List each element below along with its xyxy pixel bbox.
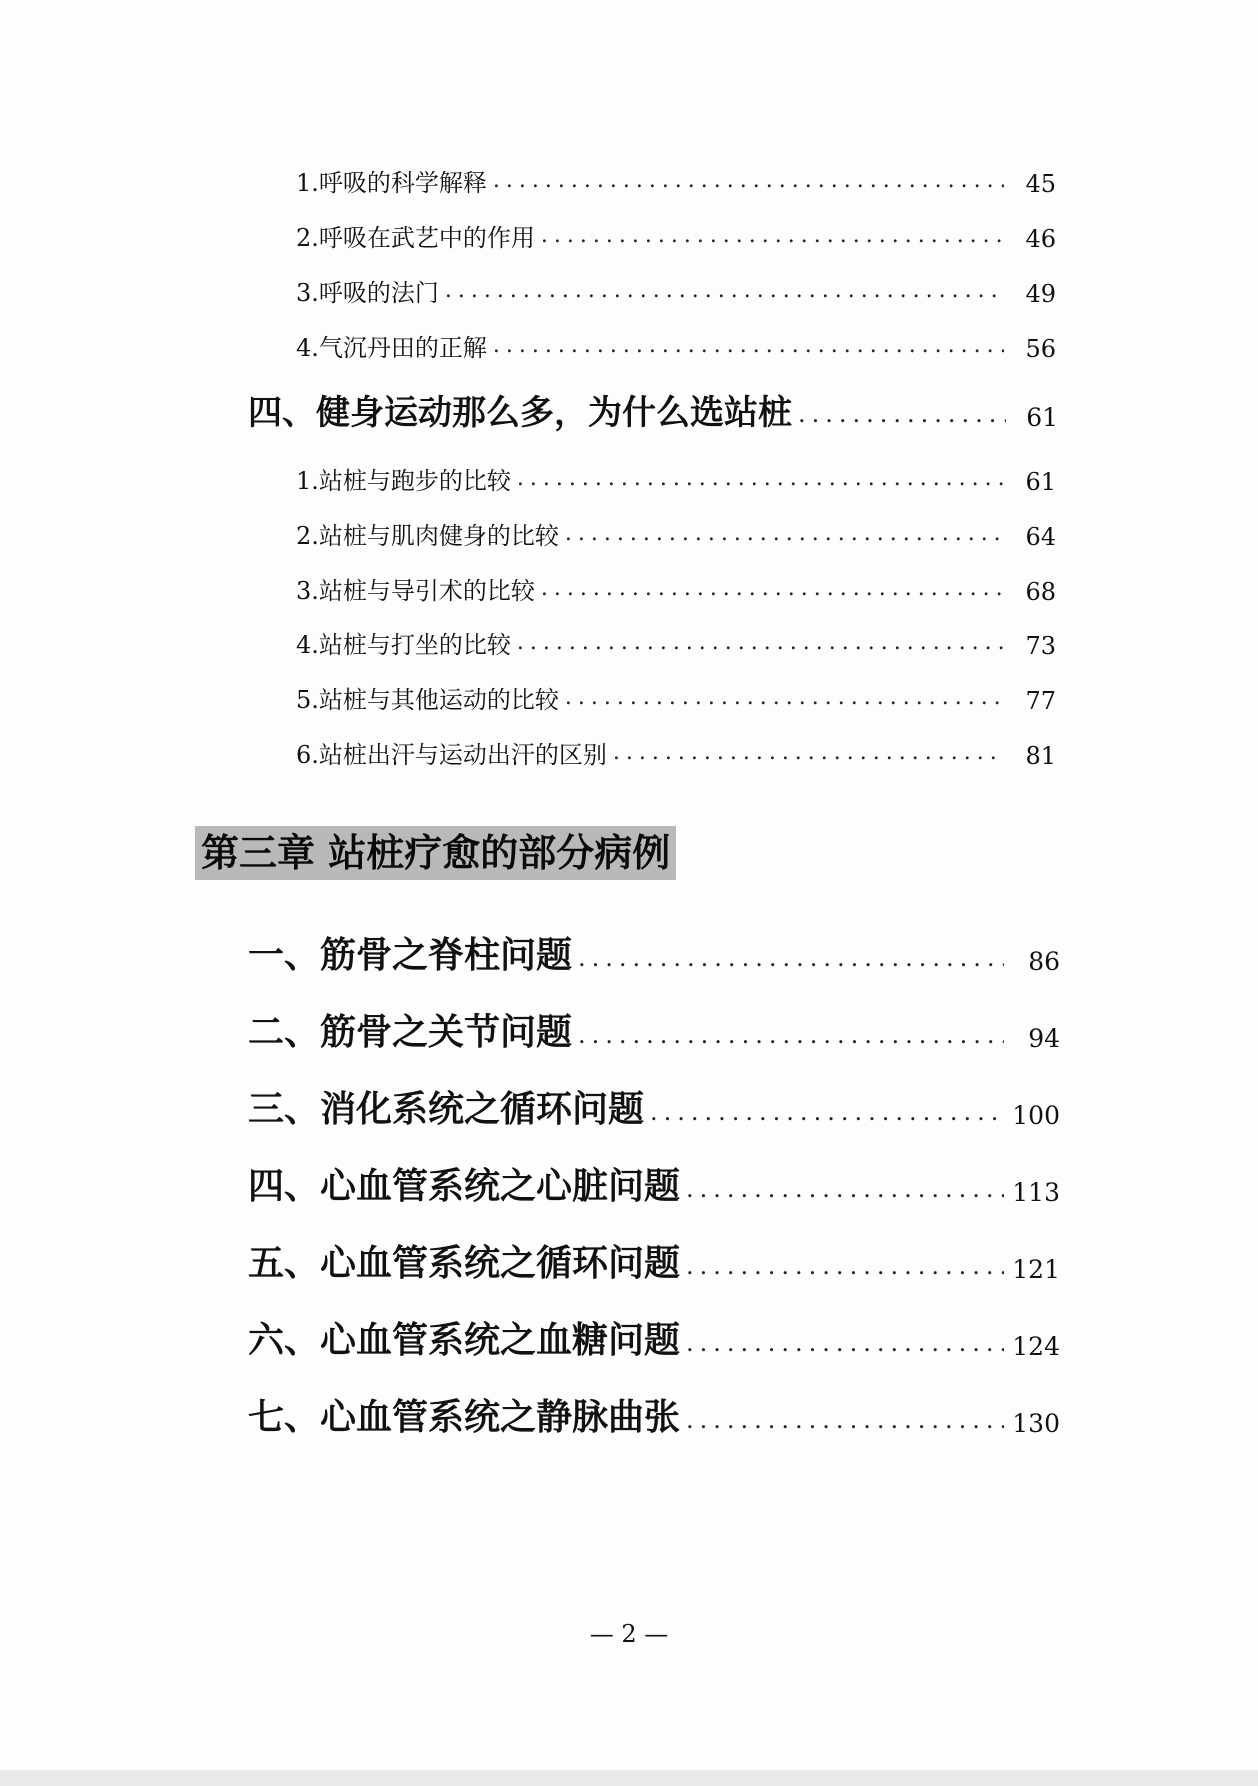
toc-entry-title: 1.站桩与跑步的比较	[296, 467, 511, 495]
chapter-heading: 第三章 站桩疗愈的部分病例	[195, 826, 676, 880]
toc-section-title: 二、筋骨之关节问题	[248, 1011, 573, 1053]
dot-leader	[541, 225, 1004, 253]
toc-entry	[296, 570, 1056, 606]
dot-leader	[493, 170, 1004, 198]
toc-entry-page: 45	[1025, 170, 1056, 198]
dot-leader	[798, 402, 1006, 434]
dot-leader	[565, 523, 1004, 551]
scan-edge	[0, 1770, 1258, 1786]
toc-entry-page: 77	[1025, 687, 1056, 715]
toc-entry-page: 73	[1025, 632, 1056, 660]
toc-entry-title: 2.站桩与肌肉健身的比较	[296, 522, 559, 550]
dot-leader	[565, 687, 1004, 715]
toc-entry	[296, 217, 1056, 253]
toc-entry-page: 64	[1025, 523, 1056, 551]
toc-entry	[296, 679, 1056, 715]
toc-entry-title: 3.站桩与导引术的比较	[296, 577, 535, 605]
page-number: — 2 —	[589, 1620, 669, 1648]
dot-leader	[517, 468, 1004, 496]
dot-leader	[686, 1177, 1004, 1209]
toc-section-page: 130	[1012, 1409, 1060, 1438]
toc-entry-title: 1.呼吸的科学解释	[296, 169, 487, 197]
toc-section-page: 61	[1026, 403, 1058, 432]
toc-entry-page: 68	[1025, 578, 1056, 606]
toc-entry-title: 5.站桩与其他运动的比较	[296, 686, 559, 714]
toc-section-entry	[248, 386, 1058, 434]
toc-section-page: 100	[1012, 1101, 1060, 1130]
toc-section-page: 94	[1028, 1024, 1060, 1053]
dot-leader	[445, 280, 1004, 308]
toc-entry-page: 46	[1025, 225, 1056, 253]
toc-section-title: 四、心血管系统之心脏问题	[248, 1165, 681, 1207]
dot-leader	[686, 1408, 1004, 1440]
dot-leader	[686, 1254, 1004, 1286]
toc-section-entry	[248, 1390, 1060, 1440]
toc-section-title: 四、健身运动那么多，为什么选站桩	[248, 393, 792, 433]
dot-leader	[517, 632, 1004, 660]
toc-section-title: 七、心血管系统之静脉曲张	[248, 1396, 681, 1438]
toc-entry-title: 6.站桩出汗与运动出汗的区别	[296, 741, 607, 769]
toc-section-entry	[248, 1159, 1060, 1209]
toc-section-title: 五、心血管系统之循环问题	[248, 1242, 681, 1284]
dot-leader	[541, 578, 1004, 606]
toc-section-title: 三、消化系统之循环问题	[248, 1088, 645, 1130]
toc-section-entry	[248, 1082, 1060, 1132]
toc-entry	[296, 624, 1056, 660]
toc-entry-page: 56	[1025, 335, 1056, 363]
toc-entry	[296, 272, 1056, 308]
toc-entry-page: 49	[1025, 280, 1056, 308]
toc-entry-page: 81	[1025, 742, 1056, 770]
toc-section-page: 121	[1012, 1255, 1060, 1284]
dot-leader	[578, 1023, 1004, 1055]
toc-entry-title: 3.呼吸的法门	[296, 279, 439, 307]
toc-entry-title: 2.呼吸在武艺中的作用	[296, 224, 535, 252]
dot-leader	[686, 1331, 1004, 1363]
toc-section-entry	[248, 1313, 1060, 1363]
toc-section-title: 六、心血管系统之血糖问题	[248, 1319, 681, 1361]
toc-entry	[296, 327, 1056, 363]
toc-entry	[296, 734, 1056, 770]
toc-section-page: 113	[1012, 1178, 1060, 1207]
toc-entry-title: 4.气沉丹田的正解	[296, 334, 487, 362]
dot-leader	[613, 742, 1004, 770]
toc-section-title: 一、筋骨之脊柱问题	[248, 934, 573, 976]
toc-entry	[296, 515, 1056, 551]
dot-leader	[493, 335, 1004, 363]
toc-section-entry	[248, 928, 1060, 978]
toc-section-entry	[248, 1005, 1060, 1055]
toc-section-page: 124	[1012, 1332, 1060, 1361]
dot-leader	[650, 1100, 1004, 1132]
toc-section-entry	[248, 1236, 1060, 1286]
toc-entry	[296, 460, 1056, 496]
toc-section-page: 86	[1028, 947, 1060, 976]
toc-entry	[296, 162, 1056, 198]
dot-leader	[578, 946, 1004, 978]
toc-entry-title: 4.站桩与打坐的比较	[296, 631, 511, 659]
toc-entry-page: 61	[1025, 468, 1056, 496]
